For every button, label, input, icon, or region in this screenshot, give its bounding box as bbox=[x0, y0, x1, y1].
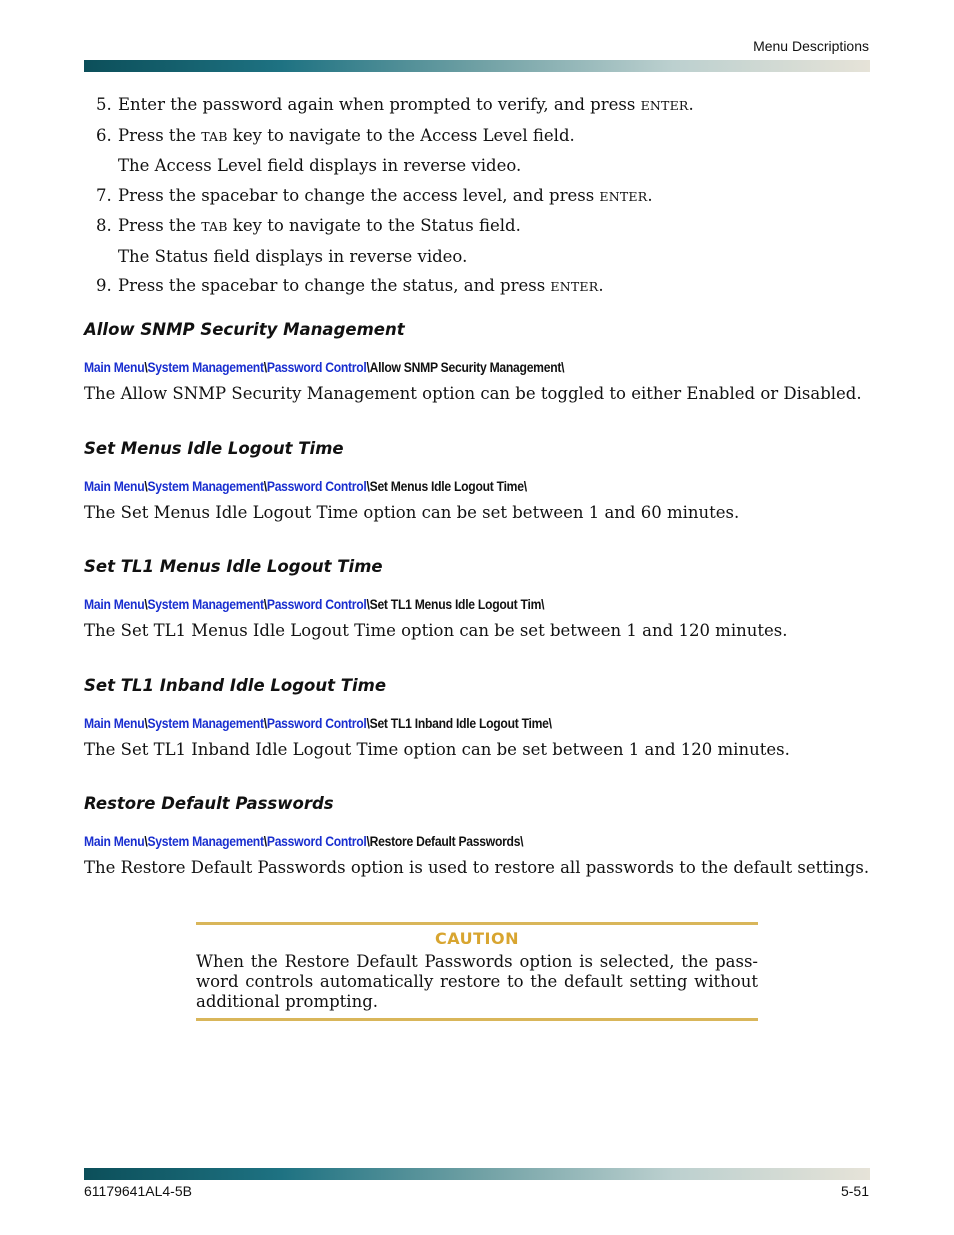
path-link-password-control[interactable]: Password Control bbox=[266, 479, 367, 494]
section-description: The Set TL1 Inband Idle Logout Time option can be set between 1 and 120 minutes. bbox=[84, 740, 790, 759]
caution-title: CAUTION bbox=[435, 929, 519, 948]
path-link-system-management[interactable]: System Management bbox=[147, 360, 264, 375]
section-description: The Allow SNMP Security Management option can be toggled to either Enabled or Disabled. bbox=[84, 384, 862, 403]
step-6 bbox=[96, 121, 876, 152]
path-link-main-menu[interactable]: Main Menu bbox=[84, 597, 145, 612]
path-link-main-menu[interactable]: Main Menu bbox=[84, 716, 145, 731]
section-allow-snmp bbox=[84, 320, 874, 403]
path-current: Allow SNMP Security Management\ bbox=[369, 360, 565, 375]
key-name: ENTER bbox=[640, 98, 689, 113]
caution-box bbox=[196, 922, 758, 1021]
step-text: Press the spacebar to change the access level, and press ENTER. bbox=[118, 185, 653, 205]
section-title: Allow SNMP Security Management bbox=[84, 320, 405, 339]
footer-bar bbox=[84, 1168, 870, 1180]
running-header: Menu Descriptions bbox=[753, 38, 869, 54]
step-number: 8. bbox=[96, 216, 112, 235]
path-current: Set TL1 Menus Idle Logout Tim\ bbox=[369, 597, 545, 612]
page-number: 5-51 bbox=[840, 1183, 869, 1199]
menu-path: Main Menu\System Management\Password Control\Set Menus Idle Logout Time\ bbox=[84, 479, 527, 494]
menu-path: Main Menu\System Management\Password Control\Allow SNMP Security Management\ bbox=[84, 360, 565, 375]
section-set-menus-idle bbox=[84, 439, 874, 522]
menu-path: Main Menu\System Management\Password Control\Restore Default Passwords\ bbox=[84, 834, 524, 849]
menu-path: Main Menu\System Management\Password Control\Set TL1 Menus Idle Logout Tim\ bbox=[84, 597, 545, 612]
section-title: Restore Default Passwords bbox=[84, 794, 334, 813]
step-number: 5. bbox=[96, 95, 112, 114]
section-title: Set Menus Idle Logout Time bbox=[84, 439, 344, 458]
step-number: 6. bbox=[96, 125, 112, 145]
step-9 bbox=[96, 271, 876, 302]
section-set-tl1-menus-idle bbox=[84, 557, 874, 640]
section-description: The Set TL1 Menus Idle Logout Time option can be set between 1 and 120 minutes. bbox=[84, 621, 788, 640]
path-link-main-menu[interactable]: Main Menu bbox=[84, 834, 145, 849]
step-text: Press the TAB key to navigate to the Status field. bbox=[118, 216, 521, 235]
path-link-password-control[interactable]: Password Control bbox=[266, 597, 367, 612]
path-link-system-management[interactable]: System Management bbox=[147, 834, 264, 849]
section-restore-default-passwords bbox=[84, 794, 874, 877]
path-link-system-management[interactable]: System Management bbox=[147, 479, 264, 494]
caution-body: When the Restore Default Passwords option is selected, the pass-word controls automatically restore to the default setting without additional prompting. bbox=[196, 952, 758, 1011]
path-link-main-menu[interactable]: Main Menu bbox=[84, 360, 145, 375]
path-current: Set TL1 Inband Idle Logout Time\ bbox=[369, 716, 552, 731]
path-link-main-menu[interactable]: Main Menu bbox=[84, 479, 145, 494]
path-current: Restore Default Passwords\ bbox=[369, 834, 524, 849]
step-note: The Status field displays in reverse video. bbox=[118, 246, 468, 266]
step-7 bbox=[96, 181, 876, 212]
key-name: ENTER bbox=[599, 188, 648, 204]
step-text: Press the TAB key to navigate to the Access Level field. bbox=[118, 125, 575, 145]
key-name: ENTER bbox=[550, 279, 599, 294]
step-text: Enter the password again when prompted to verify, and press ENTER. bbox=[118, 95, 694, 114]
menu-path: Main Menu\System Management\Password Control\Set TL1 Inband Idle Logout Time\ bbox=[84, 716, 552, 731]
document-number: 61179641AL4-5B bbox=[84, 1183, 192, 1199]
step-8 bbox=[96, 211, 876, 242]
path-link-password-control[interactable]: Password Control bbox=[266, 360, 367, 375]
path-link-password-control[interactable]: Password Control bbox=[266, 716, 367, 731]
step-5 bbox=[96, 90, 876, 121]
path-link-system-management[interactable]: System Management bbox=[147, 597, 264, 612]
step-note: The Access Level field displays in reverse video. bbox=[118, 156, 522, 175]
key-name: TAB bbox=[201, 128, 228, 144]
section-description: The Restore Default Passwords option is used to restore all passwords to the default settings. bbox=[84, 858, 870, 877]
section-description: The Set Menus Idle Logout Time option can be set between 1 and 60 minutes. bbox=[84, 503, 740, 522]
header-bar bbox=[84, 60, 870, 72]
path-link-password-control[interactable]: Password Control bbox=[266, 834, 367, 849]
step-text: Press the spacebar to change the status, and press ENTER. bbox=[118, 276, 604, 295]
step-number: 9. bbox=[96, 276, 112, 295]
section-title: Set TL1 Inband Idle Logout Time bbox=[84, 676, 387, 695]
path-current: Set Menus Idle Logout Time\ bbox=[369, 479, 527, 494]
step-number: 7. bbox=[96, 185, 112, 205]
path-link-system-management[interactable]: System Management bbox=[147, 716, 264, 731]
section-title: Set TL1 Menus Idle Logout Time bbox=[84, 557, 383, 576]
key-name: TAB bbox=[201, 219, 228, 234]
procedure-steps bbox=[96, 90, 876, 302]
section-set-tl1-inband-idle bbox=[84, 676, 874, 759]
